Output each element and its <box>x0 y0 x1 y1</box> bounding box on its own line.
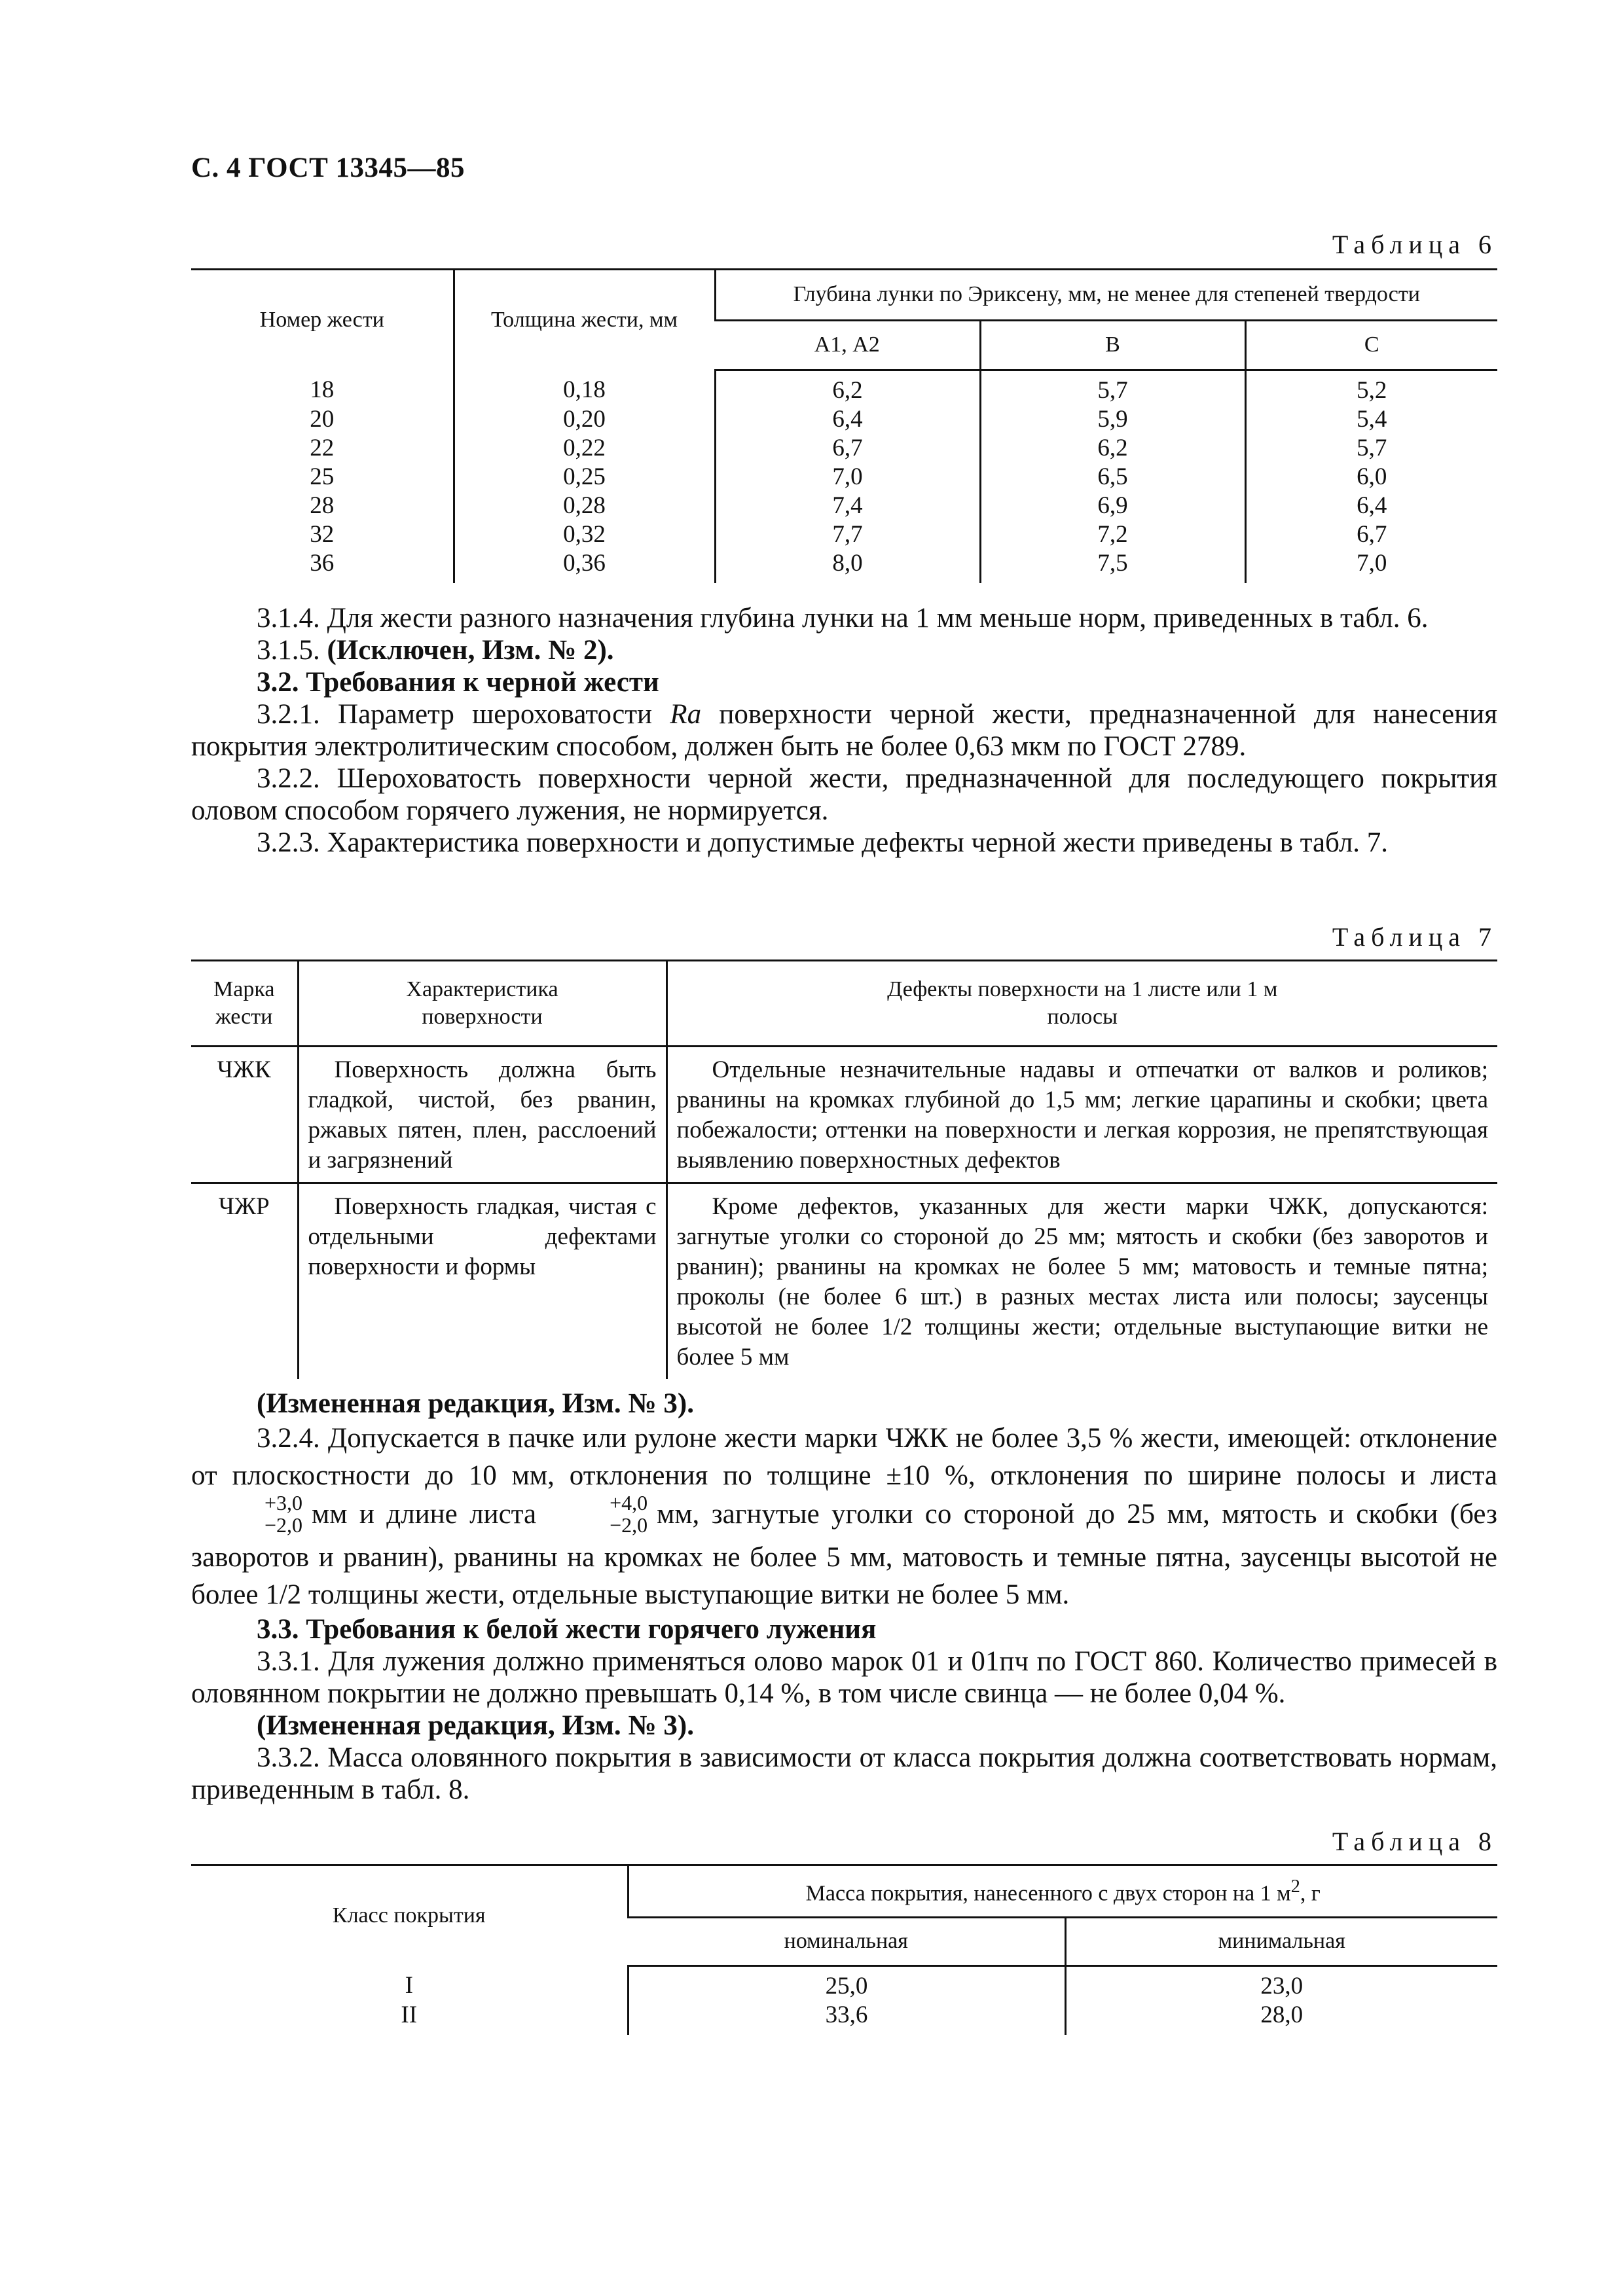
table6-cell-number: 28 <box>310 492 335 519</box>
section-3-1-4-3-2-3 <box>191 602 1497 859</box>
paragraph-3-1-5 <box>191 634 1497 666</box>
table7-defects-chzhk: Отдельные незначительные надавы и отпечатки от валков и роликов; рванины на кромках глубиной до 1,5 мм; легкие царапины и скобки; цвета побежалости; оттенки на поверхности и легкая коррозия, не препятствующая выявлению поверхностных дефектов <box>666 1047 1497 1183</box>
table7-header-mark: Марка жести <box>191 961 298 1047</box>
table6-row <box>191 370 1497 406</box>
paragraph-3-2-1-part1: 3.2.1. Параметр шероховатости <box>257 699 653 730</box>
paragraph-3-1-5-note: (Исключен, Изм. № 2). <box>327 635 614 666</box>
table6-header-group: Глубина лунки по Эриксену, мм, не менее для степеней твердости <box>715 270 1497 321</box>
table8-cell-class: II <box>401 2001 418 2028</box>
table8-header-group <box>628 1865 1497 1918</box>
table6-cell-depth-b: 7,2 <box>980 520 1245 549</box>
table6-cell-depth-a: 8,0 <box>715 549 980 583</box>
paragraph-3-2-4-part1: 3.2.4. Допускается в пачке или рулоне жести марки ЧЖК не более 3,5 % жести, имеющей: отклонение от плоскостности до 10 мм, отклонения по толщине ±10 %, отклонения по ширине полосы и листа <box>191 1423 1497 1491</box>
table8-caption: Таблица 8 <box>1332 1827 1497 1856</box>
table8-cell-minimal: 23,0 <box>1065 1966 1497 2001</box>
table7-mark-chzhk: ЧЖК <box>191 1047 298 1183</box>
table6-cell-depth-a: 7,0 <box>715 463 980 492</box>
table6-row <box>191 492 1497 520</box>
table6-header-thickness: Толщина жести, мм <box>454 270 715 370</box>
table6-cell-thickness: 0,20 <box>454 405 715 434</box>
table6-cell-depth-c: 5,4 <box>1245 405 1497 434</box>
table6-cell-number: 20 <box>310 406 335 433</box>
table8-header-class: Класс покрытия <box>191 1865 628 1966</box>
table6-subheader-b: В <box>980 321 1245 370</box>
table7 <box>191 960 1497 1379</box>
table8-cell-minimal: 28,0 <box>1065 2001 1497 2035</box>
table7-defects-chzhr: Кроме дефектов, указанных для жести марки ЧЖК, допускаются: загнутые уголки со стороной до 25 мм; мятость и скобки (без заворотов и рванин); рванины на кромках не более 5 мм; матовость и темные пятна; проколы (не более 6 шт.) в разных местах листа или полосы; заусенцы высотой не более 1/2 толщины жести; отдельные выступающие витки не более 5 мм <box>666 1183 1497 1380</box>
table7-characteristic-chzhr: Поверхность гладкая, чистая с отдельными дефектами поверхности и формы <box>298 1183 666 1380</box>
table8-header-group-sup: 2 <box>1290 1876 1300 1897</box>
table8-subheader-nominal: номинальная <box>628 1918 1065 1966</box>
table6-cell-depth-c: 7,0 <box>1245 549 1497 583</box>
table6-cell-depth-c: 6,4 <box>1245 492 1497 520</box>
table6-cell-depth-c: 5,2 <box>1245 370 1497 406</box>
paragraph-3-2-2: 3.2.2. Шероховатость поверхности черной жести, предназначенной для последующего покрытия оловом способом горячего лужения, не нормируется. <box>191 763 1497 826</box>
paragraph-3-2-3: 3.2.3. Характеристика поверхности и допустимые дефекты черной жести приведены в табл. 7. <box>257 827 1389 858</box>
table8-row <box>191 1966 1497 2001</box>
table6-caption: Таблица 6 <box>1332 230 1497 259</box>
paragraph-3-2-1-part2: поверхности черной жести, предназначенной для нанесения покрытия электролитическим способом, должен быть не более 0,63 мкм по ГОСТ 2789. <box>191 699 1498 762</box>
table6-cell-number: 25 <box>310 463 335 490</box>
table7-header-defects: Дефекты поверхности на 1 листе или 1 м полосы <box>666 961 1497 1047</box>
table6-cell-depth-b: 7,5 <box>980 549 1245 583</box>
table6-cell-depth-c: 5,7 <box>1245 434 1497 463</box>
table8-cell-nominal: 25,0 <box>628 1966 1065 2001</box>
table6-subheader-c: С <box>1245 321 1497 370</box>
paragraph-3-1-5-number: 3.1.5. <box>257 635 320 666</box>
table7-mark-chzhr: ЧЖР <box>218 1193 270 1220</box>
table6-cell-thickness: 0,28 <box>454 492 715 520</box>
table6-cell-depth-b: 6,5 <box>980 463 1245 492</box>
table6-cell-depth-b: 6,9 <box>980 492 1245 520</box>
table8-header-group-unit: , г <box>1300 1880 1321 1905</box>
paragraph-3-2-4-part3: мм, загнутые уголки со стороной до 25 мм, мятость и скобки (без заворотов и рванин), рванины на кромках не более 5 мм, матовость и темные пятна, заусенцы высотой не более 1/2 толщины жести, отдельные выступающие витки не более 5 мм. <box>191 1498 1497 1610</box>
paragraph-3-2-1 <box>191 698 1497 762</box>
paragraph-3-1-4: 3.1.4. Для жести разного назначения глубина лунки на 1 мм меньше норм, приведенных в табл. 6. <box>257 603 1429 634</box>
table6-cell-number: 22 <box>310 435 335 461</box>
table6-row <box>191 405 1497 434</box>
table6-cell-thickness: 0,25 <box>454 463 715 492</box>
paragraph-3-2-4-part2: мм и длине листа <box>312 1498 537 1530</box>
page-header: С. 4 ГОСТ 13345—85 <box>191 152 465 183</box>
table6-cell-depth-a: 6,7 <box>715 434 980 463</box>
table6-cell-depth-c: 6,0 <box>1245 463 1497 492</box>
table7-row-chzhk <box>191 1047 1497 1183</box>
table7-characteristic-chzhk: Поверхность должна быть гладкой, чистой, без рванин, ржавых пятен, плен, расслоений и загрязнений <box>298 1047 666 1183</box>
table8-cell-nominal: 33,6 <box>628 2001 1065 2035</box>
table6 <box>191 268 1497 583</box>
table7-caption: Таблица 7 <box>1332 922 1497 952</box>
table6-row <box>191 434 1497 463</box>
table6-cell-number: 18 <box>310 376 335 403</box>
table6-cell-depth-b: 5,7 <box>980 370 1245 406</box>
tolerance-width <box>199 1492 302 1536</box>
table8-row <box>191 2001 1497 2035</box>
table6-row <box>191 520 1497 549</box>
tolerance-length <box>544 1492 647 1536</box>
tolerance-length-upper: +4,0 <box>610 1491 648 1515</box>
tolerance-length-lower: −2,0 <box>610 1513 648 1537</box>
table6-cell-thickness: 0,36 <box>454 549 715 583</box>
amendment-note-1: (Измененная редакция, Изм. № 3). <box>257 1388 694 1419</box>
table6-cell-number: 32 <box>310 521 335 548</box>
table8-subheader-minimal: минимальная <box>1065 1918 1497 1966</box>
paragraph-3-2-4 <box>191 1420 1497 1613</box>
tolerance-width-lower: −2,0 <box>264 1513 303 1537</box>
table6-subheader-a: А1, А2 <box>715 321 980 370</box>
table6-cell-depth-b: 5,9 <box>980 405 1245 434</box>
paragraph-3-3-2: 3.3.2. Масса оловянного покрытия в зависимости от класса покрытия должна соответствовать нормам, приведенным в табл. 8. <box>191 1742 1497 1805</box>
document-page <box>191 0 1497 2296</box>
table6-cell-depth-a: 6,4 <box>715 405 980 434</box>
amendment-note-2: (Измененная редакция, Изм. № 3). <box>257 1710 694 1741</box>
section-3-2-4-3-3-2 <box>191 1388 1497 1806</box>
table6-cell-depth-c: 6,7 <box>1245 520 1497 549</box>
table6-cell-depth-b: 6,2 <box>980 434 1245 463</box>
ra-symbol: Ra <box>670 699 702 730</box>
section-3-3-heading: 3.3. Требования к белой жести горячего лужения <box>257 1614 877 1645</box>
table6-cell-depth-a: 6,2 <box>715 370 980 406</box>
table6-header-number: Номер жести <box>191 270 454 370</box>
table8 <box>191 1864 1497 2035</box>
section-3-2-heading: 3.2. Требования к черной жести <box>257 667 659 698</box>
table6-row <box>191 549 1497 583</box>
table7-row-chzhr <box>191 1183 1497 1380</box>
table8-header-group-text: Масса покрытия, нанесенного с двух сторон на 1 м <box>805 1880 1291 1905</box>
table8-cell-class: I <box>405 1971 413 1999</box>
table6-cell-depth-a: 7,4 <box>715 492 980 520</box>
table6-cell-thickness: 0,22 <box>454 434 715 463</box>
table6-cell-depth-a: 7,7 <box>715 520 980 549</box>
table7-header-characteristic: Характеристика поверхности <box>298 961 666 1047</box>
table6-cell-thickness: 0,18 <box>454 370 715 406</box>
table6-cell-number: 36 <box>310 550 335 577</box>
tolerance-width-upper: +3,0 <box>264 1491 303 1515</box>
table6-cell-thickness: 0,32 <box>454 520 715 549</box>
paragraph-3-3-1: 3.3.1. Для лужения должно применяться олово марок 01 и 01пч по ГОСТ 860. Количество примесей в оловянном покрытии не должно превышать 0,14 %, в том числе свинца — не более 0,04 %. <box>191 1646 1497 1709</box>
table6-row <box>191 463 1497 492</box>
